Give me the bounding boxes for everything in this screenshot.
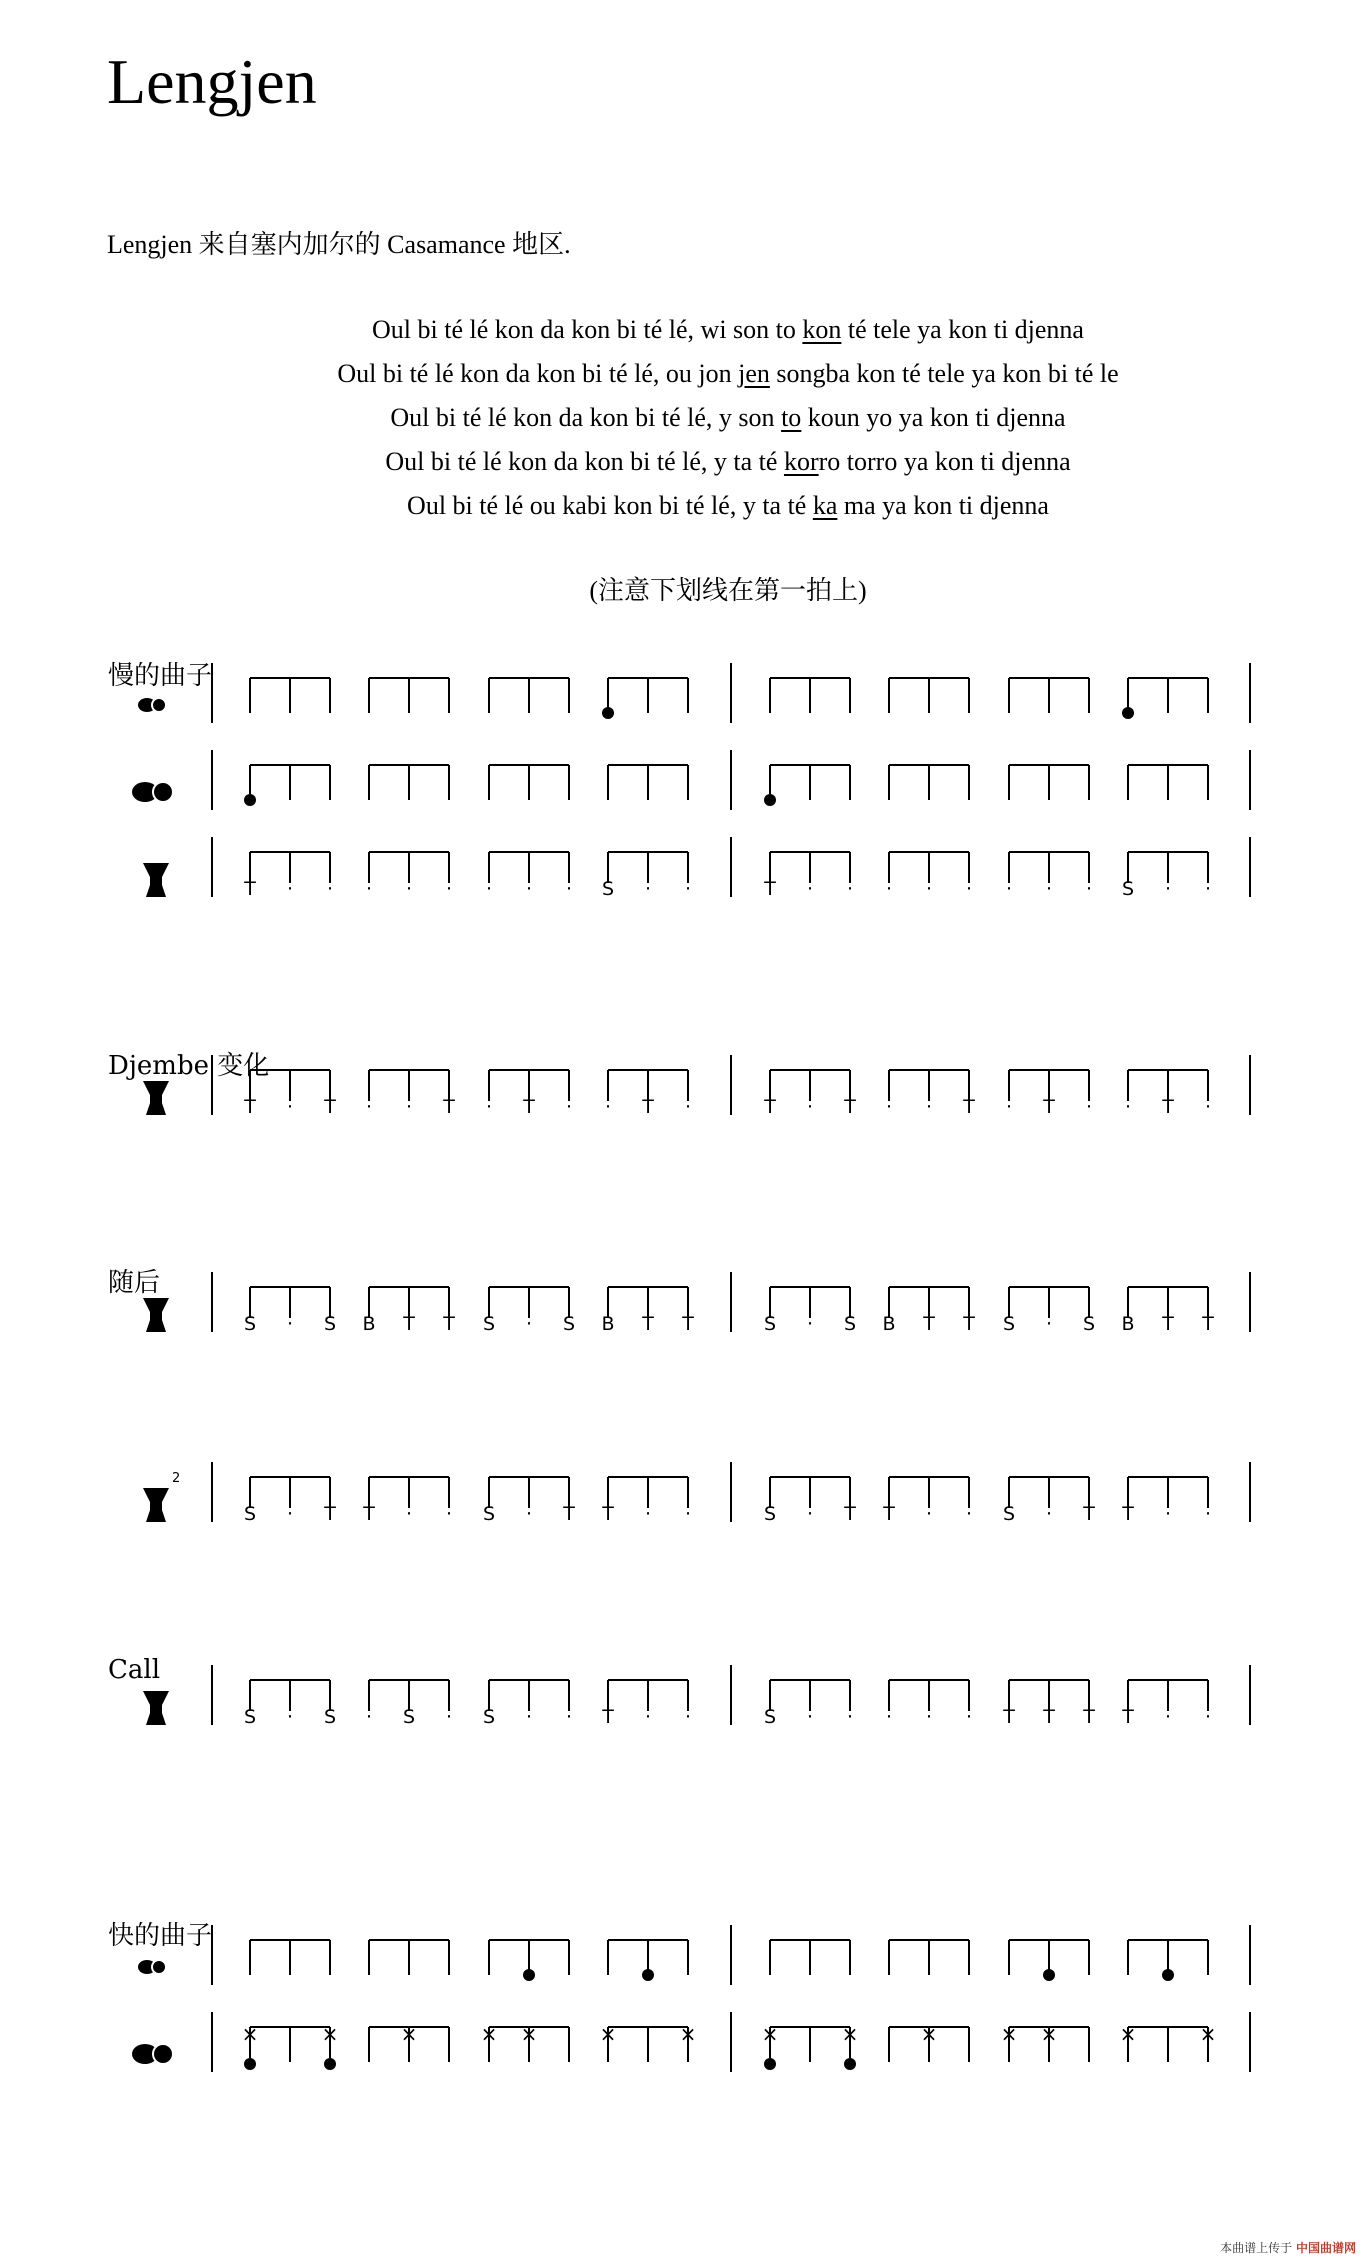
stroke-symbol: · xyxy=(405,878,413,900)
stroke-symbol: T xyxy=(602,1706,614,1728)
note-dot xyxy=(1162,1969,1174,1981)
stroke-symbol: · xyxy=(286,1706,294,1728)
stroke-symbol: T xyxy=(1162,1096,1174,1118)
stroke-symbol: · xyxy=(1164,1503,1172,1525)
stroke-symbol: · xyxy=(286,1096,294,1118)
stroke-symbol: B xyxy=(601,1313,615,1335)
stroke-symbol: T xyxy=(682,1313,694,1335)
stroke-symbol: · xyxy=(684,1096,692,1118)
stroke-symbol: · xyxy=(326,878,334,900)
stroke-symbol: S xyxy=(402,1706,416,1728)
stroke-symbol: S xyxy=(763,1503,777,1525)
lyrics-line: Oul bi té lé ou kabi kon bi té lé, y ta té ka ma ya kon ti djenna xyxy=(407,491,1049,520)
stroke-symbol: T xyxy=(883,1503,895,1525)
section-label-call: Call xyxy=(108,1655,161,1685)
stroke-symbol: · xyxy=(1045,1313,1053,1335)
section-label-djembe-variation: Djembe 变化 xyxy=(108,1051,270,1081)
stroke-symbol: T xyxy=(1162,1313,1174,1335)
note-dot xyxy=(244,2058,256,2070)
stroke-symbol: S xyxy=(243,1503,257,1525)
stroke-symbol: · xyxy=(1005,878,1013,900)
stroke-symbol: · xyxy=(1204,1706,1212,1728)
stroke-symbol: · xyxy=(286,878,294,900)
stroke-symbol: · xyxy=(925,1706,933,1728)
stroke-symbol: S xyxy=(482,1706,496,1728)
stroke-symbol: T xyxy=(563,1503,575,1525)
stroke-symbol: · xyxy=(965,1706,973,1728)
note-dot xyxy=(1122,707,1134,719)
stroke-symbol: S xyxy=(1002,1503,1016,1525)
section-label-fast: 快的曲子 xyxy=(108,1921,213,1951)
stroke-symbol: · xyxy=(286,1313,294,1335)
stroke-symbol: · xyxy=(1045,1503,1053,1525)
note-dot xyxy=(244,794,256,806)
stroke-symbol: T xyxy=(963,1096,975,1118)
stroke-symbol: T xyxy=(403,1313,415,1335)
stroke-symbol: · xyxy=(565,878,573,900)
stroke-symbol: · xyxy=(846,878,854,900)
stroke-symbol: · xyxy=(806,878,814,900)
stroke-symbol: · xyxy=(965,1503,973,1525)
stroke-symbol: S xyxy=(1082,1313,1096,1335)
stroke-symbol: · xyxy=(565,1096,573,1118)
stroke-symbol: · xyxy=(1085,878,1093,900)
note-dot xyxy=(844,2058,856,2070)
stroke-symbol: T xyxy=(764,878,776,900)
stroke-symbol: · xyxy=(925,1503,933,1525)
stroke-symbol: T xyxy=(363,1503,375,1525)
note-x: × xyxy=(679,2022,697,2046)
kenkeni-head xyxy=(152,1960,166,1974)
stroke-symbol: S xyxy=(763,1313,777,1335)
stroke-symbol: · xyxy=(1045,878,1053,900)
note-dot xyxy=(324,2058,336,2070)
lyrics-line: Oul bi té lé kon da kon bi té lé, wi son to kon té tele ya kon ti djenna xyxy=(372,315,1084,344)
note-x: × xyxy=(400,2022,418,2046)
stroke-symbol: · xyxy=(806,1313,814,1335)
stroke-symbol: · xyxy=(405,1503,413,1525)
kenkeni-head xyxy=(152,698,166,712)
stroke-symbol: · xyxy=(1204,1503,1212,1525)
sangban-head xyxy=(153,782,173,802)
stroke-symbol: · xyxy=(925,878,933,900)
stroke-symbol: T xyxy=(844,1096,856,1118)
stroke-symbol: S xyxy=(1002,1313,1016,1335)
stroke-symbol: · xyxy=(525,1313,533,1335)
stroke-symbol: S xyxy=(482,1503,496,1525)
stroke-symbol: · xyxy=(1124,1096,1132,1118)
stroke-symbol: · xyxy=(885,1706,893,1728)
note-dot xyxy=(764,2058,776,2070)
beat-note: (注意下划线在第一拍上) xyxy=(589,576,867,605)
stroke-symbol: S xyxy=(1121,878,1135,900)
stroke-symbol: · xyxy=(684,1503,692,1525)
stroke-symbol: S xyxy=(843,1313,857,1335)
stroke-symbol: T xyxy=(1043,1096,1055,1118)
stroke-symbol: T xyxy=(1083,1503,1095,1525)
djembe-icon xyxy=(143,1081,169,1115)
lyrics-line: Oul bi té lé kon da kon bi té lé, y son to koun yo ya kon ti djenna xyxy=(390,403,1066,432)
stroke-symbol: · xyxy=(885,1096,893,1118)
note-x: × xyxy=(1119,2022,1137,2046)
note-x: × xyxy=(761,2022,779,2046)
stroke-symbol: T xyxy=(963,1313,975,1335)
section-label-slow: 慢的曲子 xyxy=(108,661,213,691)
stroke-symbol: T xyxy=(443,1096,455,1118)
note-dot xyxy=(1043,1969,1055,1981)
stroke-symbol: · xyxy=(684,878,692,900)
stroke-symbol: T xyxy=(1003,1706,1015,1728)
note-x: × xyxy=(599,2022,617,2046)
note-x: × xyxy=(520,2022,538,2046)
stroke-symbol: · xyxy=(565,1706,573,1728)
stroke-symbol: · xyxy=(525,1503,533,1525)
note-dot xyxy=(602,707,614,719)
stroke-symbol: · xyxy=(525,1706,533,1728)
stroke-symbol: · xyxy=(1164,878,1172,900)
stroke-symbol: · xyxy=(445,1706,453,1728)
djembe-icon xyxy=(143,1691,169,1725)
note-dot xyxy=(764,794,776,806)
stroke-symbol: T xyxy=(1122,1503,1134,1525)
stroke-symbol: T xyxy=(324,1503,336,1525)
stroke-symbol: T xyxy=(923,1313,935,1335)
stroke-symbol: T xyxy=(602,1503,614,1525)
lyrics-line: Oul bi té lé kon da kon bi té lé, y ta té korro torro ya kon ti djenna xyxy=(385,447,1071,476)
stroke-symbol: T xyxy=(1043,1706,1055,1728)
stroke-symbol: T xyxy=(244,878,256,900)
stroke-symbol: S xyxy=(243,1313,257,1335)
stroke-symbol: · xyxy=(1085,1096,1093,1118)
stroke-symbol: T xyxy=(523,1096,535,1118)
stroke-symbol: T xyxy=(764,1096,776,1118)
note-x: × xyxy=(920,2022,938,2046)
stroke-symbol: T xyxy=(1122,1706,1134,1728)
stroke-symbol: · xyxy=(445,878,453,900)
stroke-symbol: · xyxy=(445,1503,453,1525)
stroke-symbol: B xyxy=(882,1313,896,1335)
stroke-symbol: · xyxy=(925,1096,933,1118)
stroke-symbol: T xyxy=(642,1096,654,1118)
stroke-symbol: S xyxy=(323,1313,337,1335)
stroke-symbol: T xyxy=(642,1313,654,1335)
stroke-symbol: · xyxy=(1005,1096,1013,1118)
stroke-symbol: · xyxy=(365,1706,373,1728)
djembe-2-marker: 2 xyxy=(172,1471,181,1486)
stroke-symbol: B xyxy=(362,1313,376,1335)
djembe-icon xyxy=(143,863,169,897)
stroke-symbol: S xyxy=(243,1706,257,1728)
stroke-symbol: · xyxy=(1204,1096,1212,1118)
note-x: × xyxy=(841,2022,859,2046)
stroke-symbol: · xyxy=(525,878,533,900)
footer-credit: 本曲谱上传于 中国曲谱网 xyxy=(1220,2241,1356,2255)
stroke-symbol: · xyxy=(485,878,493,900)
note-x: × xyxy=(241,2022,259,2046)
stroke-symbol: · xyxy=(365,1096,373,1118)
note-dot xyxy=(642,1969,654,1981)
note-dot xyxy=(523,1969,535,1981)
stroke-symbol: · xyxy=(485,1096,493,1118)
stroke-symbol: T xyxy=(324,1096,336,1118)
note-x: × xyxy=(1000,2022,1018,2046)
stroke-symbol: S xyxy=(323,1706,337,1728)
lyrics-line: Oul bi té lé kon da kon bi té lé, ou jon jen songba kon té tele ya kon bi té le xyxy=(337,359,1119,388)
stroke-symbol: · xyxy=(1164,1706,1172,1728)
stroke-symbol: · xyxy=(1204,878,1212,900)
note-x: × xyxy=(1040,2022,1058,2046)
stroke-symbol: · xyxy=(806,1503,814,1525)
djembe-icon xyxy=(143,1298,169,1332)
stroke-symbol: · xyxy=(806,1096,814,1118)
stroke-symbol: T xyxy=(844,1503,856,1525)
intro-text: Lengjen 来自塞内加尔的 Casamance 地区. xyxy=(107,230,571,259)
stroke-symbol: B xyxy=(1121,1313,1135,1335)
stroke-symbol: S xyxy=(482,1313,496,1335)
stroke-symbol: T xyxy=(1202,1313,1214,1335)
page-title: Lengjen xyxy=(107,46,317,117)
stroke-symbol: · xyxy=(644,1503,652,1525)
stroke-symbol: · xyxy=(965,878,973,900)
note-x: × xyxy=(321,2022,339,2046)
stroke-symbol: T xyxy=(244,1096,256,1118)
stroke-symbol: S xyxy=(562,1313,576,1335)
section-label-then: 随后 xyxy=(108,1268,161,1298)
sangban-head xyxy=(153,2044,173,2064)
stroke-symbol: · xyxy=(684,1706,692,1728)
note-x: × xyxy=(480,2022,498,2046)
stroke-symbol: · xyxy=(846,1706,854,1728)
stroke-symbol: · xyxy=(286,1503,294,1525)
stroke-symbol: · xyxy=(405,1096,413,1118)
stroke-symbol: · xyxy=(365,878,373,900)
stroke-symbol: T xyxy=(443,1313,455,1335)
stroke-symbol: S xyxy=(601,878,615,900)
stroke-symbol: · xyxy=(644,878,652,900)
stroke-symbol: · xyxy=(604,1096,612,1118)
stroke-symbol: T xyxy=(1083,1706,1095,1728)
stroke-symbol: S xyxy=(763,1706,777,1728)
stroke-symbol: · xyxy=(885,878,893,900)
djembe-icon xyxy=(143,1488,169,1522)
stroke-symbol: · xyxy=(644,1706,652,1728)
note-x: × xyxy=(1199,2022,1217,2046)
stroke-symbol: · xyxy=(806,1706,814,1728)
